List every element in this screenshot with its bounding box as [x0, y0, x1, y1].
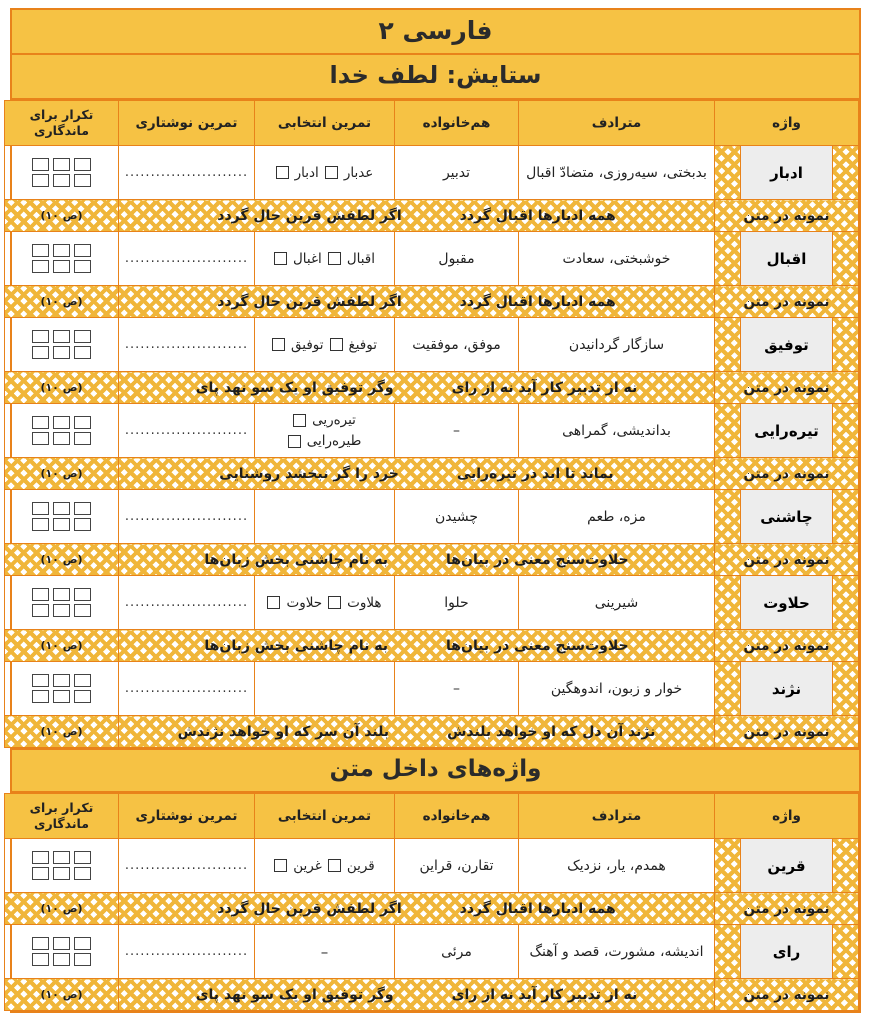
repeat-box[interactable]: [74, 588, 91, 601]
column-header-repeat: تکرار برای ماندگاری: [5, 794, 119, 839]
choice-option-1: هلاوت: [347, 594, 382, 611]
sample-row: [5, 372, 859, 404]
choice-option-2: توفیق: [291, 336, 324, 353]
sample-label: نمونه در متن: [715, 893, 859, 925]
repeat-box[interactable]: [53, 867, 70, 880]
hatch-decoration: [715, 318, 741, 372]
page-note: (ص ۱۰): [5, 286, 119, 318]
synonym-cell: بداندیشی، گمراهی: [519, 404, 715, 458]
repeat-cell[interactable]: [5, 146, 119, 200]
repeat-box[interactable]: [74, 158, 91, 171]
repeat-box[interactable]: [74, 416, 91, 429]
repeat-box[interactable]: [74, 174, 91, 187]
hatch-decoration: [833, 662, 859, 716]
sample-text: همه ادبارها اقبال گردداگر لطفش قرین حال گردد: [119, 893, 715, 925]
choice-option-2: اغبال: [293, 250, 322, 267]
repeat-box[interactable]: [32, 502, 49, 515]
synonym-cell: شیرینی: [519, 576, 715, 630]
word-cell: تیره‌رایی: [741, 404, 833, 458]
table-row: [5, 576, 859, 630]
choice-option-2: طیره‌رایی: [306, 433, 362, 449]
word-cell: حلاوت: [741, 576, 833, 630]
column-header-writing: تمرین نوشتاری: [119, 101, 255, 146]
sample-label: نمونه در متن: [715, 200, 859, 232]
sample-text: همه ادبارها اقبال گردداگر لطفش قرین حال گردد: [119, 200, 715, 232]
repeat-box[interactable]: [32, 174, 49, 187]
table-header-row: [5, 101, 859, 146]
word-cell: اقبال: [741, 232, 833, 286]
checkbox[interactable]: [328, 252, 341, 265]
word-cell: رای: [741, 925, 833, 979]
repeat-cell[interactable]: [5, 662, 119, 716]
choice-option-1: تیره‌ریی: [312, 412, 356, 428]
word-cell: قرین: [741, 839, 833, 893]
choice-option-1: توفیغ: [348, 336, 377, 353]
repeat-box[interactable]: [74, 604, 91, 617]
page-note: (ص ۱۰): [5, 979, 119, 1011]
writing-cell[interactable]: ........................: [119, 146, 255, 200]
sample-label: نمونه در متن: [715, 286, 859, 318]
table-row: [5, 404, 859, 458]
worksheet-sheet: [10, 8, 861, 1013]
repeat-box[interactable]: [32, 244, 49, 257]
repeat-box[interactable]: [74, 244, 91, 257]
hatch-decoration: [715, 490, 741, 544]
sample-row: [5, 716, 859, 748]
repeat-box[interactable]: [53, 937, 70, 950]
repeat-cell[interactable]: [5, 404, 119, 458]
sample-text: نژند آن دل که او خواهد بلندشبلند آن سر که او خواهد نژندش: [119, 716, 715, 748]
column-header-writing: تمرین نوشتاری: [119, 794, 255, 839]
checkbox[interactable]: [274, 859, 287, 872]
repeat-box[interactable]: [74, 953, 91, 966]
checkbox[interactable]: [293, 414, 306, 427]
word-cell: ادبار: [741, 146, 833, 200]
choice-cell[interactable]: [255, 662, 395, 716]
family-cell: تدبیر: [395, 146, 519, 200]
repeat-cell[interactable]: [5, 318, 119, 372]
hatch-decoration: [833, 232, 859, 286]
word-cell: نژند: [741, 662, 833, 716]
repeat-cell[interactable]: [5, 925, 119, 979]
repeat-box[interactable]: [32, 416, 49, 429]
table-row: [5, 839, 859, 893]
sample-label: نمونه در متن: [715, 544, 859, 576]
repeat-box[interactable]: [74, 330, 91, 343]
family-cell: تقارن، قراین: [395, 839, 519, 893]
synonym-cell: سازگار گردانیدن: [519, 318, 715, 372]
repeat-box[interactable]: [74, 674, 91, 687]
page-note: (ص ۱۰): [5, 544, 119, 576]
hatch-decoration: [833, 576, 859, 630]
writing-cell[interactable]: ........................: [119, 232, 255, 286]
choice-option-2: حلاوت: [286, 594, 323, 611]
sample-row: [5, 630, 859, 662]
repeat-box[interactable]: [53, 346, 70, 359]
hatch-decoration: [833, 318, 859, 372]
hatch-decoration: [715, 404, 741, 458]
checkbox[interactable]: [274, 252, 287, 265]
sample-row: [5, 286, 859, 318]
repeat-box[interactable]: [32, 588, 49, 601]
sample-row: [5, 458, 859, 490]
sample-row: [5, 200, 859, 232]
synonym-cell: اندیشه، مشورت، قصد و آهنگ: [519, 925, 715, 979]
repeat-box[interactable]: [32, 674, 49, 687]
hatch-decoration: [833, 404, 859, 458]
repeat-box[interactable]: [32, 851, 49, 864]
choice-option-2: غرین: [293, 857, 322, 874]
writing-cell[interactable]: ........................: [119, 318, 255, 372]
writing-cell[interactable]: ........................: [119, 839, 255, 893]
sample-text: نه از تدبیر کار آید نه از رایوگر توفیق او یک سو نهد پای: [119, 979, 715, 1011]
repeat-box[interactable]: [32, 518, 49, 531]
synonym-cell: خوار و زبون، اندوهگین: [519, 662, 715, 716]
vocab-table-2: [4, 793, 859, 1011]
hatch-decoration: [833, 490, 859, 544]
synonym-cell: خوشبختی، سعادت: [519, 232, 715, 286]
sample-label: نمونه در متن: [715, 716, 859, 748]
family-cell: مقبول: [395, 232, 519, 286]
table-row: [5, 318, 859, 372]
repeat-box[interactable]: [32, 260, 49, 273]
repeat-box[interactable]: [53, 953, 70, 966]
choice-option-1: اقبال: [346, 250, 376, 267]
page-note: (ص ۱۰): [5, 372, 119, 404]
hatch-decoration: [715, 662, 741, 716]
repeat-box[interactable]: [32, 937, 49, 950]
choice-cell: [255, 232, 395, 286]
column-header-word: واژه: [715, 101, 859, 146]
word-cell: توفیق: [741, 318, 833, 372]
repeat-cell[interactable]: [5, 490, 119, 544]
column-header-synonym: مترادف: [519, 794, 715, 839]
sample-text: بماند تا ابد در تیره‌راییخرد را گر نبخشد روشنایی: [119, 458, 715, 490]
repeat-box[interactable]: [74, 518, 91, 531]
vocab-table-1: [4, 100, 859, 748]
table-row: [5, 146, 859, 200]
synonym-cell: مزه، طعم: [519, 490, 715, 544]
choice-cell: [255, 839, 395, 893]
sample-row: [5, 893, 859, 925]
page-note: (ص ۱۰): [5, 716, 119, 748]
family-cell: موفق، موفقیت: [395, 318, 519, 372]
table-row: [5, 232, 859, 286]
choice-option-1: عدبار: [343, 164, 374, 181]
repeat-box[interactable]: [32, 867, 49, 880]
hatch-decoration: [715, 146, 741, 200]
repeat-box[interactable]: [53, 588, 70, 601]
choice-cell[interactable]: [255, 490, 395, 544]
column-header-family: هم‌خانواده: [395, 794, 519, 839]
checkbox[interactable]: [276, 166, 289, 179]
hatch-decoration: [715, 576, 741, 630]
repeat-cell[interactable]: [5, 232, 119, 286]
page-title: فارسی ۲: [12, 10, 859, 55]
repeat-box[interactable]: [32, 330, 49, 343]
repeat-box[interactable]: [53, 244, 70, 257]
family-cell: مرئی: [395, 925, 519, 979]
section-title-inner-words: واژه‌های داخل متن: [12, 748, 859, 793]
hatch-decoration: [833, 925, 859, 979]
checkbox[interactable]: [272, 338, 285, 351]
page-note: (ص ۱۰): [5, 458, 119, 490]
sample-label: نمونه در متن: [715, 979, 859, 1011]
writing-cell[interactable]: ........................: [119, 576, 255, 630]
family-cell: حلوا: [395, 576, 519, 630]
hatch-decoration: [833, 839, 859, 893]
sample-text: نه از تدبیر کار آید نه از رایوگر توفیق او یک سو نهد پای: [119, 372, 715, 404]
choice-option-2: ادبار: [294, 164, 319, 181]
repeat-box[interactable]: [74, 690, 91, 703]
checkbox[interactable]: [267, 596, 280, 609]
page-note: (ص ۱۰): [5, 200, 119, 232]
repeat-box[interactable]: [53, 330, 70, 343]
sample-label: نمونه در متن: [715, 372, 859, 404]
repeat-box[interactable]: [53, 432, 70, 445]
sample-label: نمونه در متن: [715, 458, 859, 490]
choice-cell: [255, 318, 395, 372]
sample-text: همه ادبارها اقبال گردداگر لطفش قرین حال گردد: [119, 286, 715, 318]
family-cell: –: [395, 404, 519, 458]
column-header-choice: تمرین انتخابی: [255, 794, 395, 839]
repeat-box[interactable]: [53, 518, 70, 531]
repeat-box[interactable]: [53, 260, 70, 273]
repeat-box[interactable]: [53, 674, 70, 687]
repeat-cell[interactable]: [5, 839, 119, 893]
column-header-choice: تمرین انتخابی: [255, 101, 395, 146]
repeat-box[interactable]: [32, 690, 49, 703]
repeat-box[interactable]: [53, 690, 70, 703]
word-cell: چاشنی: [741, 490, 833, 544]
table-row: [5, 925, 859, 979]
repeat-box[interactable]: [74, 851, 91, 864]
hatch-decoration: [715, 839, 741, 893]
checkbox[interactable]: [328, 859, 341, 872]
repeat-box[interactable]: [74, 260, 91, 273]
page-note: (ص ۱۰): [5, 893, 119, 925]
table-row: [5, 662, 859, 716]
repeat-box[interactable]: [74, 432, 91, 445]
repeat-box[interactable]: [53, 502, 70, 515]
column-header-family: هم‌خانواده: [395, 101, 519, 146]
sample-row: [5, 544, 859, 576]
lesson-title: ستایش: لطف خدا: [12, 55, 859, 100]
table-row: [5, 490, 859, 544]
table-header-row: [5, 794, 859, 839]
repeat-box[interactable]: [53, 158, 70, 171]
checkbox[interactable]: [328, 596, 341, 609]
repeat-box[interactable]: [32, 346, 49, 359]
checkbox[interactable]: [330, 338, 343, 351]
sample-text: حلاوت‌سنج معنی در بیان‌هابه نام چاشنی بخش زبان‌ها: [119, 630, 715, 662]
repeat-box[interactable]: [32, 158, 49, 171]
repeat-box[interactable]: [74, 867, 91, 880]
family-cell: –: [395, 662, 519, 716]
repeat-box[interactable]: [74, 502, 91, 515]
hatch-decoration: [715, 925, 741, 979]
repeat-box[interactable]: [53, 851, 70, 864]
writing-cell[interactable]: ........................: [119, 662, 255, 716]
column-header-repeat: تکرار برای ماندگاری: [5, 101, 119, 146]
writing-cell[interactable]: ........................: [119, 490, 255, 544]
page-note: (ص ۱۰): [5, 630, 119, 662]
choice-cell: [255, 146, 395, 200]
repeat-box[interactable]: [74, 346, 91, 359]
repeat-box[interactable]: [32, 432, 49, 445]
choice-cell: [255, 404, 395, 458]
repeat-cell[interactable]: [5, 576, 119, 630]
checkbox[interactable]: [325, 166, 338, 179]
writing-cell[interactable]: ........................: [119, 925, 255, 979]
sample-label: نمونه در متن: [715, 630, 859, 662]
synonym-cell: بدبختی، سیه‌روزی، متضادّ اقبال: [519, 146, 715, 200]
checkbox[interactable]: [288, 435, 301, 448]
repeat-box[interactable]: [32, 953, 49, 966]
column-header-word: واژه: [715, 794, 859, 839]
hatch-decoration: [833, 146, 859, 200]
column-header-synonym: مترادف: [519, 101, 715, 146]
choice-cell: [255, 576, 395, 630]
sample-text: حلاوت‌سنج معنی در بیان‌هابه نام چاشنی بخش زبان‌ها: [119, 544, 715, 576]
synonym-cell: همدم، یار، نزدیک: [519, 839, 715, 893]
choice-option-1: قرین: [346, 857, 375, 874]
repeat-box[interactable]: [53, 604, 70, 617]
repeat-box[interactable]: [32, 604, 49, 617]
writing-cell[interactable]: ........................: [119, 404, 255, 458]
repeat-box[interactable]: [74, 937, 91, 950]
choice-cell: –: [255, 925, 395, 979]
family-cell: چشیدن: [395, 490, 519, 544]
sample-row: [5, 979, 859, 1011]
hatch-decoration: [715, 232, 741, 286]
repeat-box[interactable]: [53, 174, 70, 187]
repeat-box[interactable]: [53, 416, 70, 429]
